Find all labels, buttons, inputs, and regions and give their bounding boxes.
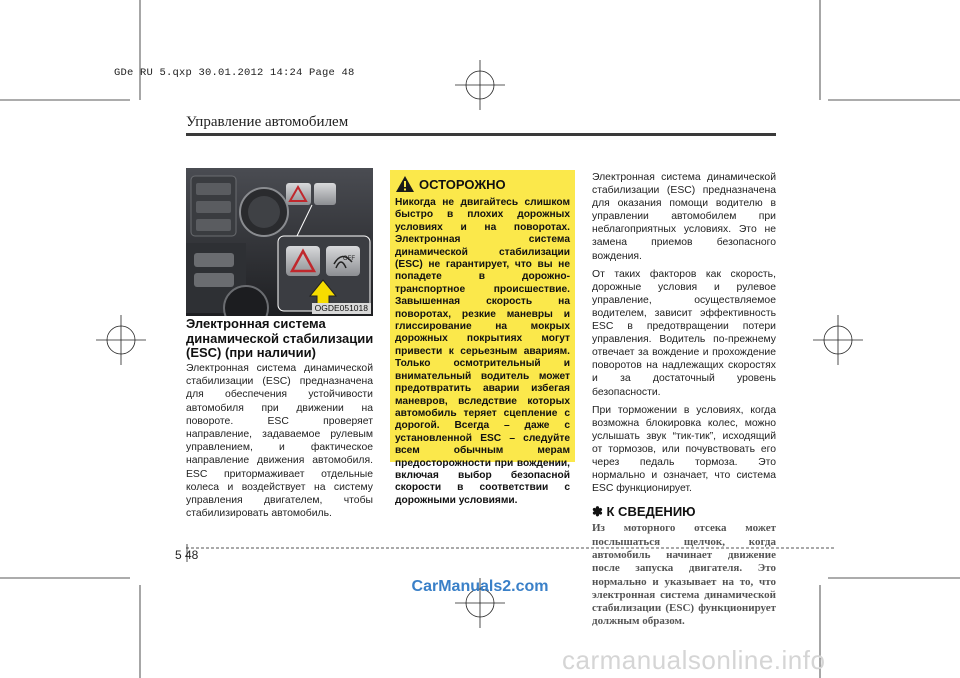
esc-description: Электронная система динамической стабилизации (ESC) предназначена для обеспечения устойчивости автомобиля при движении на повороте. ESC проверяет направление, задаваемое рулевым управлением, и фактическое направление движения автомобиля. ESC притормаживает отдельные колеса и воздействует на систему управления двигателем, чтобы стабилизировать автомобиль.	[186, 363, 373, 520]
paragraph: При торможении в условиях, когда возможна блокировка колес, можно услышать звук “тик-тик”, исходящий от тормозов, или почувствовать его через педаль тормоза. Это нормально и означает, что система ESC функционирует.	[592, 404, 776, 495]
warning-text: Никогда не двигайтесь слишком быстро в плохих дорожных условиях и на поворотах. Электронная система динамической стабилизации (ESC) не гарантирует, что вы не попадете в дорожно-транспортное происшествие. Завышенная скорость на поворотах, резкие маневры и глиссирование на мокрых дорожных покрытиях могут привести к серьезным авариям. Только осмотрительный и внимательный водитель может предотвратить аварии избегая маневров, вследствие которых автомобиль теряет сцепление с дорогой. Всегда – даже с установленной ESC – следуйте всем обычным мерам предосторожности при вождении, включая выбор безопасной скорости в соответствии с дорожными условиями.	[395, 197, 570, 506]
registration-mark-top	[455, 60, 505, 110]
watermark[interactable]: CarManuals2.com	[411, 578, 549, 595]
registration-mark-right	[813, 315, 863, 365]
print-header: GDe RU 5.qxp 30.01.2012 14:24 Page 48	[114, 67, 355, 79]
section-title: Управление автомобилем	[186, 114, 349, 130]
esc-button-figure	[186, 168, 373, 316]
page-number: 5 48	[175, 548, 199, 562]
footer-watermark: carmanualsonline.info	[562, 645, 826, 675]
warning-header	[395, 174, 570, 194]
esc-heading: Электронная система динамической стабилизации (ESC) (при наличии)	[186, 316, 374, 360]
registration-mark-left	[96, 315, 146, 365]
paragraph: От таких факторов как скорость, дорожные условия и рулевое управление, осуществляемое водителем, зависит эффективность ESC в предотвращении потери управления. Водитель по-прежнему отвечает за вождение и прохождение поворотов на надлежащих скоростях и за достаточный уровень безопасности.	[592, 268, 776, 398]
warning-title: ОСТОРОЖНО	[419, 176, 506, 192]
figure-code: OGDE051018	[312, 303, 371, 314]
warning-box	[390, 170, 575, 506]
dashboard-console-illustration	[186, 168, 373, 316]
warning-triangle-icon	[395, 175, 415, 193]
svg-text:OFF: OFF	[343, 256, 355, 262]
notice-title: ✽ К СВЕДЕНИЮ	[592, 504, 696, 520]
notice-text: Из моторного отсека может послышаться щелчок, когда автомобиль начинает движение после запуска двигателя. Это нормально и указывает на то, что электронная система динамической стабилизации (ESC) функционирует должным образом.	[592, 522, 776, 628]
paragraph: Электронная система динамической стабилизации (ESC) предназначена для оказания помощи водителю в управлении автомобилем при неблагоприятных условиях. Это не замена приемов безопасного вождения.	[592, 172, 776, 262]
right-column	[592, 171, 776, 629]
header-rule	[186, 133, 776, 136]
